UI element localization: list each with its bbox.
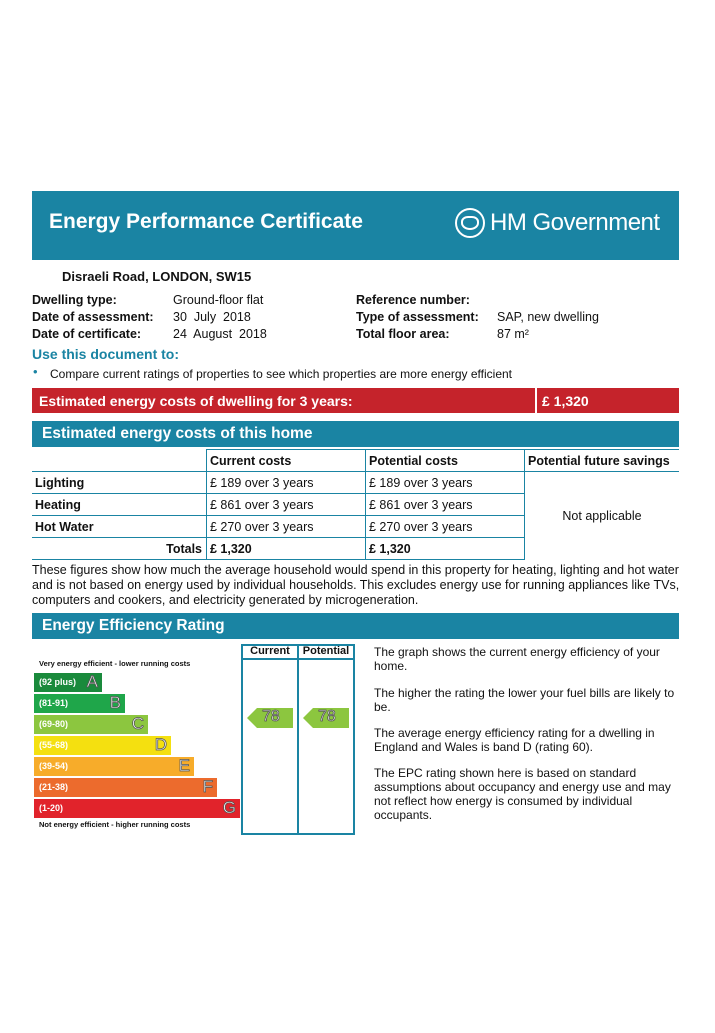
estimated-cost-divider [535,388,537,413]
header-potential-savings: Potential future savings [525,450,680,472]
row-label-hot-water: Hot Water [32,516,207,538]
rating-columns-divider [297,644,299,835]
band-letter: D [154,735,167,754]
band-letter: A [86,672,98,691]
efficiency-paragraph-3: The average energy efficiency rating for a dwelling in England and Wales is band D (rating 60). [374,726,655,754]
assessment-type-label: Type of assessment: [356,310,479,324]
hm-government-logo [455,207,660,239]
band-letter: B [109,693,121,712]
band-range-label: (55-68) [39,740,69,750]
current-rating-value: 78 [262,708,280,725]
hot-water-potential: £ 270 over 3 years [366,516,525,538]
band-a [34,673,102,692]
band-letter: C [131,714,144,733]
efficiency-bottom-caption: Not energy efficient - higher running costs [39,820,191,829]
row-label-heating: Heating [32,494,207,516]
efficiency-paragraph-4: The EPC rating shown here is based on standard assumptions about occupancy and energy use and may not reflect how energy is consumed by individual occupants. [374,766,671,822]
efficiency-paragraph-1: The graph shows the current energy efficiency of your home. [374,645,660,673]
use-document-bullet: Compare current ratings of properties to see which properties are more energy efficient [50,367,513,381]
royal-crest-icon [455,208,485,238]
band-b [34,694,125,713]
hot-water-current: £ 270 over 3 years [207,516,366,538]
date-assessment-label: Date of assessment: [32,310,154,324]
lighting-current: £ 189 over 3 years [207,472,366,494]
date-certificate-label: Date of certificate: [32,327,142,341]
header-current-costs: Current costs [207,450,366,472]
dwelling-type-value: Ground-floor flat [173,293,264,307]
floor-area-value: 87 m² [497,327,529,341]
costs-section-heading: Estimated energy costs of this home [32,421,679,447]
estimated-cost-value: £ 1,320 [542,393,589,409]
column-potential-label: Potential [302,645,350,657]
costs-table-corner [32,450,207,472]
heating-potential: £ 861 over 3 years [366,494,525,516]
band-letter: G [222,798,236,817]
costs-table [32,449,679,560]
band-range-label: (69-80) [39,719,69,729]
band-e [34,757,194,776]
band-g [34,799,240,818]
lighting-potential: £ 189 over 3 years [366,472,525,494]
use-document-heading: Use this document to: [32,346,180,362]
column-current-label: Current [250,645,290,657]
heating-current: £ 861 over 3 years [207,494,366,516]
band-range-label: (39-54) [39,761,69,771]
row-label-lighting: Lighting [32,472,207,494]
estimated-cost-label: Estimated energy costs of dwelling for 3 years: [39,393,353,409]
band-d [34,736,171,755]
efficiency-section-heading: Energy Efficiency Rating [32,613,679,639]
rating-columns-header-rule [241,658,355,660]
band-f [34,778,217,797]
bullet-dot-icon: • [33,364,38,379]
date-certificate-value: 24 August 2018 [173,327,267,341]
band-range-label: (21-38) [39,782,69,792]
band-range-label: (92 plus) [39,677,77,687]
band-c [34,715,148,734]
band-letter: F [202,777,213,796]
costs-note: These figures show how much the average household would spend in this property for heating, lighting and hot water and is not based on energy used by individual households. This excludes energy use for running appliances like TVs, computers and cookers, and electricity generated by microgeneration. [32,563,680,607]
dwelling-type-label: Dwelling type: [32,293,117,307]
totals-potential: £ 1,320 [366,538,525,560]
band-range-label: (1-20) [39,803,64,813]
property-address: Disraeli Road, LONDON, SW15 [62,269,252,284]
totals-label: Totals [32,538,207,560]
band-letter: E [178,756,190,775]
band-range-label: (81-91) [39,698,69,708]
table-row [32,472,679,494]
costs-table-header-row [32,450,679,472]
date-assessment-value: 30 July 2018 [173,310,251,324]
totals-current: £ 1,320 [207,538,366,560]
floor-area-label: Total floor area: [356,327,450,341]
potential-rating-value: 78 [318,708,336,725]
assessment-type-value: SAP, new dwelling [497,310,599,324]
header-potential-costs: Potential costs [366,450,525,472]
efficiency-top-caption: Very energy efficient - lower running costs [39,659,191,668]
potential-savings-value: Not applicable [525,472,680,560]
efficiency-paragraph-2: The higher the rating the lower your fuel bills are likely to be. [374,686,675,714]
page-title: Energy Performance Certificate [49,210,363,233]
reference-label: Reference number: [356,293,470,307]
gov-logo-text: HM Government [490,209,660,236]
